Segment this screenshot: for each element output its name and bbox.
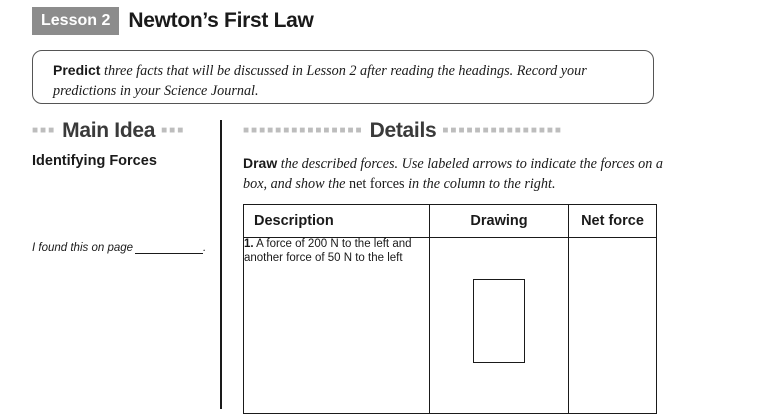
column-divider — [220, 120, 222, 409]
instructions-text-2: in the column to the right. — [408, 176, 556, 192]
predict-box — [32, 50, 654, 104]
draw-keyword: Draw — [243, 155, 278, 171]
heading-dots-right: ■■■■■■■■■■■■■■■ — [442, 125, 563, 136]
page-ref-period: . — [203, 242, 207, 254]
header-description: Description — [244, 205, 430, 238]
box-outline — [473, 279, 525, 363]
details-heading — [243, 118, 563, 144]
instructions-net-forces: net forces — [349, 176, 405, 192]
heading-dots-right: ■■■ — [161, 125, 186, 136]
lesson-badge: Lesson 2 — [32, 7, 119, 35]
instructions-text-1: the described forces. Use labeled arrows to indicate the forces on a box, and show the — [243, 156, 663, 192]
row-number: 1. — [244, 238, 254, 250]
main-idea-heading — [32, 118, 185, 144]
details-instructions — [243, 153, 663, 194]
lesson-title: Newton’s First Law — [128, 9, 314, 32]
predict-keyword: Predict — [53, 62, 101, 78]
predict-text: three facts that will be discussed in Lesson 2 after reading the headings. Record your predictions in your Science Journal. — [53, 63, 587, 99]
lesson-header — [32, 6, 314, 36]
table-header-row — [244, 205, 657, 238]
description-cell — [244, 238, 430, 414]
main-idea-label: Main Idea — [62, 119, 156, 142]
page-reference — [32, 242, 206, 254]
forces-table — [243, 204, 657, 414]
table-row — [244, 238, 657, 414]
row-description: A force of 200 N to the left and another force of 50 N to the left — [244, 238, 412, 264]
page-number-blank[interactable] — [135, 242, 203, 254]
drawing-cell[interactable] — [430, 238, 569, 414]
net-force-cell[interactable] — [569, 238, 657, 414]
page-ref-label: I found this on page — [32, 242, 134, 254]
heading-dots-left: ■■■ — [32, 125, 57, 136]
details-label: Details — [369, 119, 437, 142]
header-net-force: Net force — [569, 205, 657, 238]
heading-dots-left: ■■■■■■■■■■■■■■■ — [243, 125, 364, 136]
main-idea-topic: Identifying Forces — [32, 153, 157, 169]
header-drawing: Drawing — [430, 205, 569, 238]
